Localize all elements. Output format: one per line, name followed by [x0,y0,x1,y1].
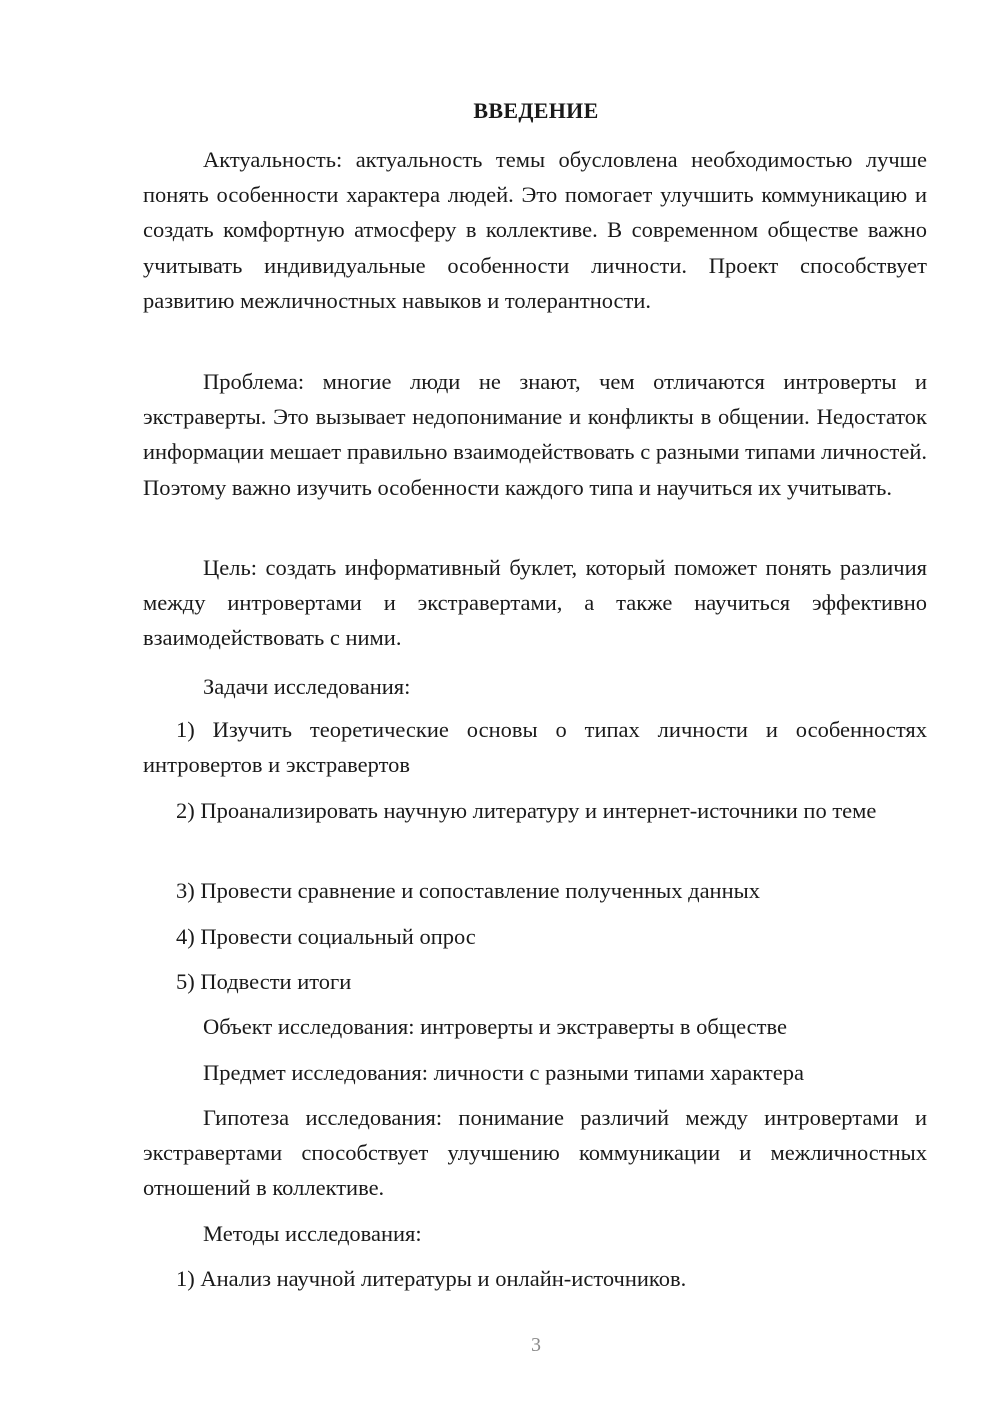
goal-paragraph: Цель: создать информативный буклет, который поможет понять различия между интровертами и экстравертами, а также научиться эффективно взаимодействовать с ними. [143,555,927,651]
problem-paragraph: Проблема: многие люди не знают, чем отличаются интроверты и экстраверты. Это вызывает недопонимание и конфликты в общении. Недостаток информации мешает правильно взаимодействовать с разными типами личностей. Поэтому важно изучить особенности каждого типа и научиться их учитывать. [143,369,927,500]
task-item-2: 2) Проанализировать научную литературу и интернет-источники по теме [176,798,877,823]
task-item-1: 1) Изучить теоретические основы о типах личности и особенностях интровертов и экстравертов [143,717,927,778]
page-number: 3 [531,1334,541,1356]
relevance-paragraph: Актуальность: актуальность темы обусловлена необходимостью лучше понять особенности характера людей. Это помогает улучшить коммуникацию и создать комфортную атмосферу в коллективе. В современном обществе важно учитывать индивидуальные особенности личности. Проект способствует развитию межличностных навыков и толерантности. [143,147,927,313]
method-item-1: 1) Анализ научной литературы и онлайн-источников. [176,1266,687,1291]
task-item-5: 5) Подвести итоги [176,969,352,994]
section-title: ВВЕДЕНИЕ [473,98,599,123]
tasks-heading: Задачи исследования: [203,674,411,699]
hypothesis-paragraph: Гипотеза исследования: понимание различий между интровертами и экстравертами способствует улучшению коммуникации и межличностных отношений в коллективе. [143,1105,927,1201]
task-item-3: 3) Провести сравнение и сопоставление полученных данных [176,878,761,903]
task-item-4: 4) Провести социальный опрос [176,924,476,949]
methods-heading: Методы исследования: [203,1221,422,1246]
research-subject: Предмет исследования: личности с разными типами характера [203,1060,804,1085]
research-object: Объект исследования: интроверты и экстраверты в обществе [203,1014,787,1039]
